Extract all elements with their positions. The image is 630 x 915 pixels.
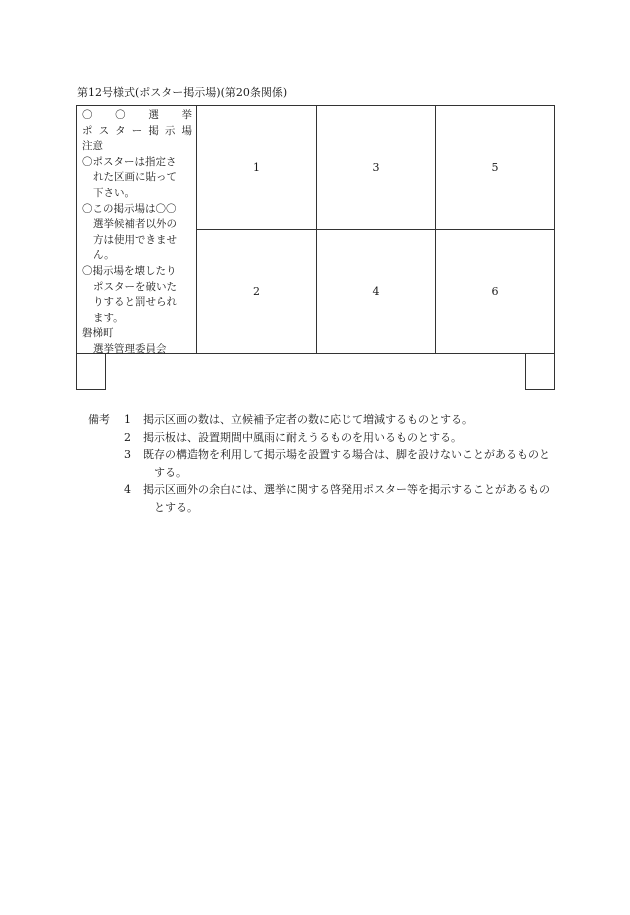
notice-panel <box>77 106 197 353</box>
subheading-char: 示 <box>164 124 176 137</box>
slot-number: 4 <box>372 285 380 298</box>
form-title: 第12号様式(ポスター掲示場)(第20条関係) <box>77 86 288 99</box>
remark-number: 4 <box>124 483 131 496</box>
remark-number: 2 <box>124 430 131 444</box>
subheading-char: ス <box>98 124 110 137</box>
town-name: 磐梯町 <box>82 327 114 340</box>
poster-slot <box>435 106 554 229</box>
poster-board <box>76 105 555 354</box>
notice-item-line: ポスターを破いた <box>93 280 177 293</box>
poster-slot <box>197 229 316 353</box>
notice-item-line: 方は使用できませ <box>93 233 177 246</box>
remarks-label-spacer <box>88 429 124 447</box>
remark-item <box>88 481 558 516</box>
remark-text: 掲示板は、設置期間中風雨に耐えうるものを用いるものとする。 <box>143 430 462 444</box>
board-leg-right <box>525 353 555 390</box>
notice-item-line: れた区画に貼って <box>93 171 177 184</box>
remark-item <box>88 411 558 429</box>
notice-item-line: ます。 <box>93 311 124 324</box>
remark-number: 3 <box>124 448 131 461</box>
heading-char: 〇 <box>82 109 93 121</box>
notice-item-line: ん。 <box>93 249 115 262</box>
slot-number: 2 <box>253 285 260 298</box>
subheading-char: タ <box>115 124 126 137</box>
notice-heading <box>82 108 192 124</box>
heading-char: 〇 <box>115 109 126 121</box>
remark-item <box>88 429 558 447</box>
notice-item-line: りすると罰せられ <box>93 296 177 309</box>
remark-number: 1 <box>124 413 131 426</box>
remarks <box>88 411 558 516</box>
remarks-label-spacer <box>88 481 124 516</box>
slot-number: 3 <box>372 161 380 174</box>
slot-number: 5 <box>491 161 499 174</box>
notice-subheading <box>82 124 192 140</box>
board-leg-left <box>76 353 106 390</box>
remark-text: 掲示区画外の余白には、選挙に関する啓発用ポスター等を掲示することがあるものとする。 <box>143 483 550 514</box>
subheading-char: ポ <box>82 124 93 137</box>
remarks-label-spacer <box>88 446 124 481</box>
poster-slot <box>316 229 435 353</box>
subheading-char: 場 <box>181 124 192 137</box>
poster-slot-grid <box>197 106 554 353</box>
slot-number: 1 <box>253 161 260 174</box>
committee-name: 選挙管理委員会 <box>93 342 167 355</box>
poster-slot <box>197 106 316 229</box>
poster-slot <box>316 106 435 229</box>
slot-number: 6 <box>491 285 499 298</box>
notice-item-line: 〇この掲示場は〇〇 <box>82 202 177 215</box>
remark-item <box>88 446 558 481</box>
notice-item-line: 〇ポスターは指定さ <box>82 155 177 168</box>
notice-item-line: 下さい。 <box>93 186 135 199</box>
notice-item-line: 選挙候補者以外の <box>93 218 177 231</box>
caution-label: 注意 <box>82 140 103 153</box>
heading-char: 選 <box>148 109 159 121</box>
heading-char: 挙 <box>181 109 192 121</box>
subheading-char: 掲 <box>148 124 159 137</box>
subheading-char: ー <box>131 124 143 137</box>
notice-item-line: 〇掲示場を壊したり <box>82 264 177 277</box>
remark-text: 掲示区画の数は、立候補予定者の数に応じて増減するものとする。 <box>143 413 473 426</box>
remark-text: 既存の構造物を利用して掲示場を設置する場合は、脚を設けないことがあるものとする。 <box>143 448 550 479</box>
remarks-label: 備考 <box>88 413 110 426</box>
poster-slot <box>435 229 554 353</box>
